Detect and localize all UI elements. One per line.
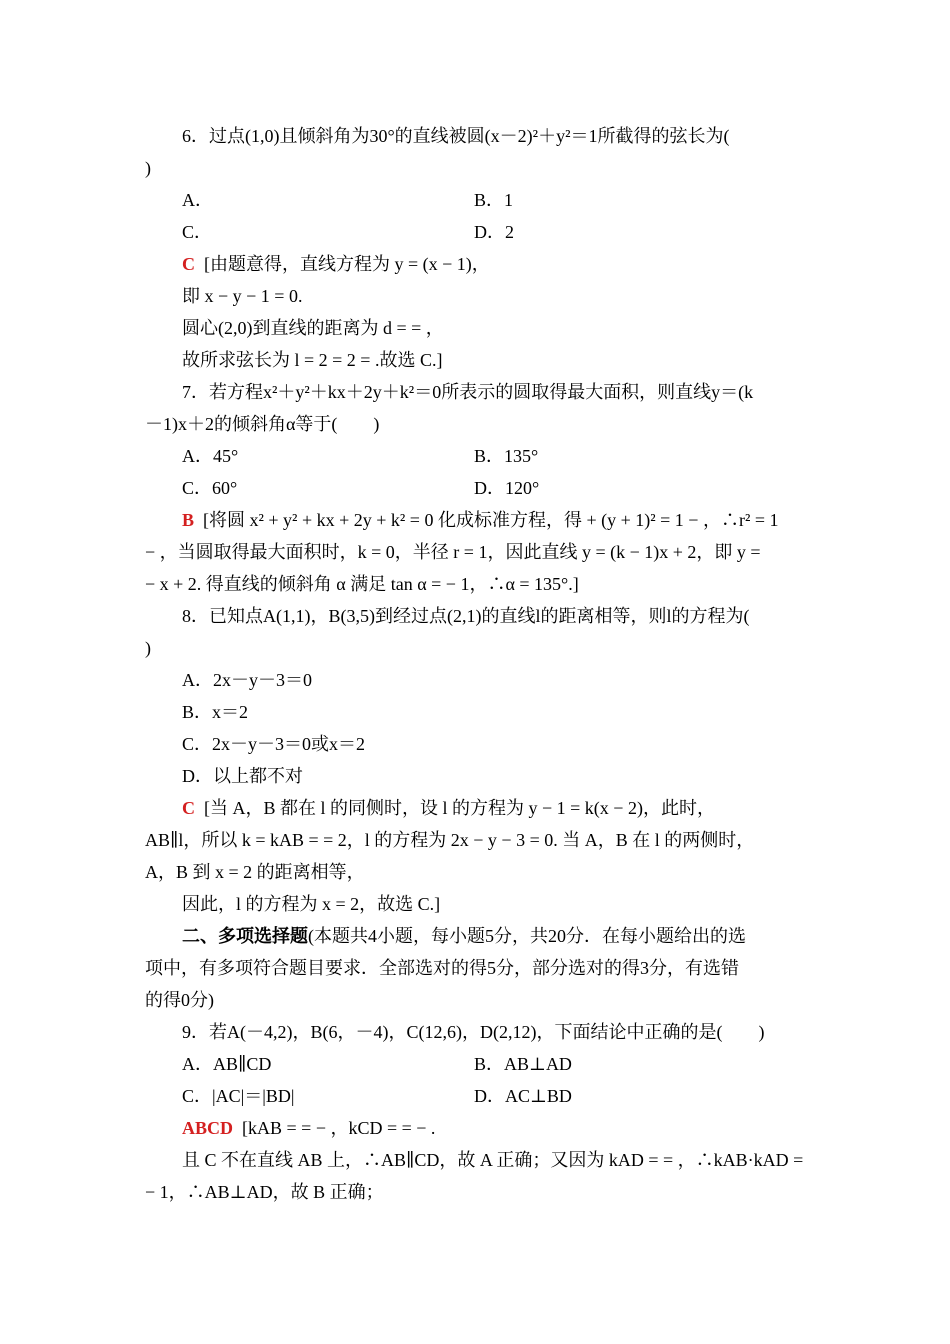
q8-option-d: D．以上都不对 [182,766,303,786]
q8-solution-text: [当 A，B 都在 l 的同侧时，设 l 的方程为 y − 1 = k(x − 2)，此时， [204,798,715,818]
q9-option-c: C．|AC|＝|BD| [182,1086,295,1106]
q7-option-b: B．135° [474,446,539,466]
q6-option-c: C． [182,222,213,242]
q7-option-a: A．45° [182,446,239,466]
q6-solution-line4: 故所求弦长为 l = 2 = 2 = .故选 C.] [182,350,443,370]
q9-option-b: B．AB⊥AD [474,1054,572,1074]
q8-option-c: C．2x－y－3＝0或x＝2 [182,734,366,754]
q8-option-b: B．x＝2 [182,702,249,722]
q7-solution-line1 [182,508,779,532]
q8-solution-line4: 因此，l 的方程为 x = 2，故选 C.] [182,894,441,914]
q8-solution-line2: AB∥l，所以 k = kAB = = 2，l 的方程为 2x − y − 3 = 0. 当 A，B 在 l 的两侧时， [145,830,755,850]
q6-solution-text: [由题意得，直线方程为 y = (x − 1)， [204,254,490,274]
q6-stem-line2: ) [145,158,151,178]
q9-option-d: D．AC⊥BD [474,1086,572,1106]
q9-stem-line1: 9．若A(－4,2)，B(6，－4)，C(12,6)，D(2,12)，下面结论中正确的是( ) [182,1022,765,1042]
q7-stem-line2: －1)x＋2的倾斜角α等于( ) [145,414,380,434]
q8-solution-line1 [182,796,715,820]
q6-option-d: D．2 [474,222,514,242]
q9-option-a: A．AB∥CD [182,1054,272,1074]
q7-solution-line2: − ，当圆取得最大面积时，k = 0，半径 r = 1，因此直线 y = (k − 1)x + 2，即 y = [145,542,761,562]
q7-option-c: C．60° [182,478,238,498]
section2-title: 二、多项选择题 [182,926,308,946]
q8-option-a: A．2x－y－3＝0 [182,670,312,690]
q7-solution-line3: − x + 2. 得直线的倾斜角 α 满足 tan α = − 1，∴α = 135°.] [145,574,579,594]
q6-solution-line3: 圆心(2,0)到直线的距离为 d = = ， [182,318,444,338]
q7-solution-text: [将圆 x² + y² + kx + 2y + k² = 0 化成标准方程，得 + (y + 1)² = 1 − ，∴r² = 1 [203,510,779,530]
q9-solution-line1 [182,1116,435,1140]
q8-solution-line3: A，B 到 x = 2 的距离相等， [145,862,365,882]
q9-answer: ABCD [182,1118,234,1138]
section2-heading-line [182,924,746,948]
q7-option-d: D．120° [474,478,540,498]
section2-desc-line1: (本题共4小题，每小题5分，共20分．在每小题给出的选 [308,926,746,946]
q6-option-b: B．1 [474,190,514,210]
q9-solution-line3: − 1，∴AB⊥AD，故 B 正确； [145,1182,384,1202]
q6-solution-line1 [182,252,490,276]
section2-desc-line2: 项中，有多项符合题目要求．全部选对的得5分，部分选对的得3分，有选错 [145,958,739,978]
q6-stem-line1: 6．过点(1,0)且倾斜角为30°的直线被圆(x－2)²＋y²＝1所截得的弦长为( [182,126,730,146]
q6-solution-line2: 即 x − y − 1 = 0. [182,286,303,306]
q7-stem-line1: 7．若方程x²＋y²＋kx＋2y＋k²＝0所表示的圆取得最大面积，则直线y＝(k [182,382,754,402]
q8-answer: C [182,798,195,818]
q8-stem-line2: ) [145,638,151,658]
q7-answer: B [182,510,195,530]
q9-solution-text: [kAB = = − ，kCD = = − . [242,1118,436,1138]
q8-stem-line1: 8．已知点A(1,1)，B(3,5)到经过点(2,1)的直线l的距离相等，则l的方程为( [182,606,750,626]
q6-answer: C [182,254,195,274]
section2-desc-line3: 的得0分) [145,990,214,1010]
q9-solution-line2: 且 C 不在直线 AB 上，∴AB∥CD，故 A 正确；又因为 kAD = = ，∴kAB·kAD = [182,1150,804,1170]
q6-option-a: A． [182,190,213,210]
